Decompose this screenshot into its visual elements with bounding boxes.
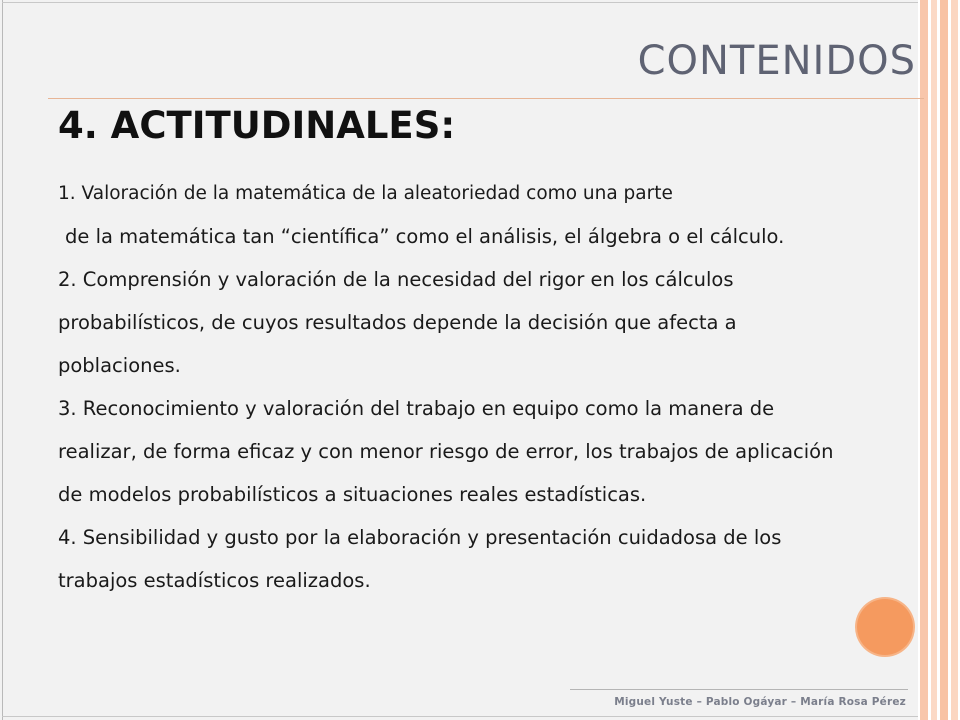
content-line-9: 4. Sensibilidad y gusto por la elaboración y presentación cuidadosa de los xyxy=(58,526,782,549)
content-line-5: poblaciones. xyxy=(58,354,181,377)
stripe-1 xyxy=(920,0,928,720)
section-heading: 4. ACTITUDINALES: xyxy=(58,104,456,147)
footer-divider xyxy=(570,689,908,690)
frame-left-border xyxy=(2,0,3,720)
stripe-3 xyxy=(940,0,948,720)
content-line-1: 1. Valoración de la matemática de la aleatoriedad como una parte xyxy=(58,183,673,204)
decorative-circle xyxy=(857,599,913,655)
content-body xyxy=(58,172,898,602)
frame-top-border xyxy=(2,2,918,3)
content-line-10: trabajos estadísticos realizados. xyxy=(58,569,371,592)
decorative-stripes xyxy=(918,0,960,720)
content-line-6: 3. Reconocimiento y valoración del trabajo en equipo como la manera de xyxy=(58,397,775,420)
slide-title: CONTENIDOS xyxy=(637,38,916,84)
content-line-8: de modelos probabilísticos a situaciones reales estadísticas. xyxy=(58,483,647,506)
frame-bottom-border xyxy=(2,716,918,717)
content-line-3: 2. Comprensión y valoración de la necesidad del rigor en los cálculos xyxy=(58,268,734,291)
footer-authors: Miguel Yuste – Pablo Ogáyar – María Rosa Pérez xyxy=(614,696,906,708)
content-line-7: realizar, de forma eficaz y con menor riesgo de error, los trabajos de aplicación xyxy=(58,440,834,463)
title-divider xyxy=(48,98,924,99)
stripe-2 xyxy=(931,0,937,720)
content-line-2: de la matemática tan “científica” como el análisis, el álgebra o el cálculo. xyxy=(65,225,785,248)
content-line-4: probabilísticos, de cuyos resultados depende la decisión que afecta a xyxy=(58,311,737,334)
stripe-4 xyxy=(951,0,958,720)
